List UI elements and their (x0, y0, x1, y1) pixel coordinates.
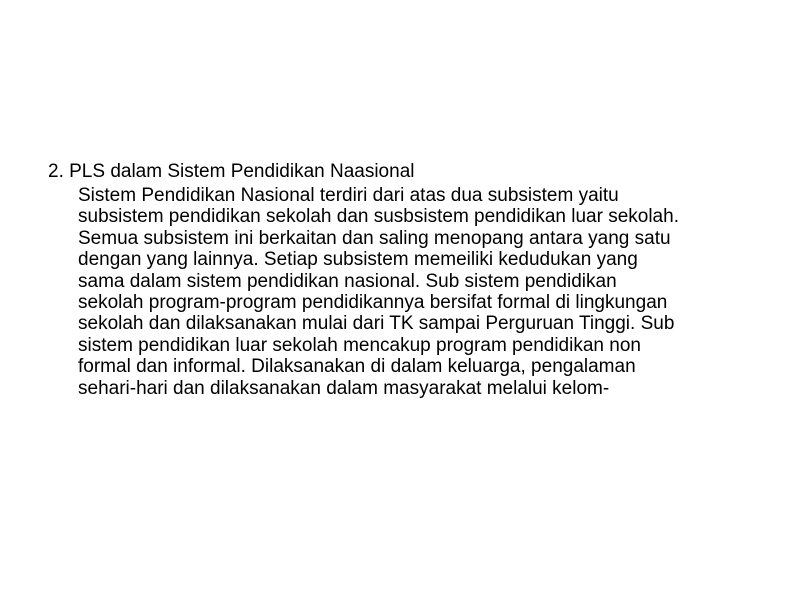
paragraph-line: subsistem pendidikan sekolah dan susbsistem pendidikan luar sekolah. (78, 206, 679, 228)
paragraph-line: Semua subsistem ini berkaitan dan saling menopang antara yang satu (78, 227, 671, 249)
paragraph-line: dengan yang lainnya. Setiap subsistem memeiliki kedudukan yang (78, 249, 638, 271)
section-heading: 2. PLS dalam Sistem Pendidikan Naasional (48, 161, 415, 182)
paragraph-line: sehari-hari dan dilaksanakan dalam masyarakat melalui kelom- (78, 377, 610, 399)
paragraph-line: formal dan informal. Dilaksanakan di dalam keluarga, pengalaman (78, 356, 636, 378)
paragraph-line: sama dalam sistem pendidikan nasional. Sub sistem pendidikan (78, 270, 617, 292)
paragraph-line: Sistem Pendidikan Nasional terdiri dari atas dua subsistem yaitu (78, 185, 619, 206)
paragraph-line: sekolah dan dilaksanakan mulai dari TK sampai Perguruan Tinggi. Sub (78, 313, 675, 335)
paragraph-line: sistem pendidikan luar sekolah mencakup program pendidikan non (78, 334, 641, 356)
section-paragraph (78, 185, 794, 399)
paragraph-line: sekolah program-program pendidikannya bersifat formal di lingkungan (78, 292, 668, 314)
